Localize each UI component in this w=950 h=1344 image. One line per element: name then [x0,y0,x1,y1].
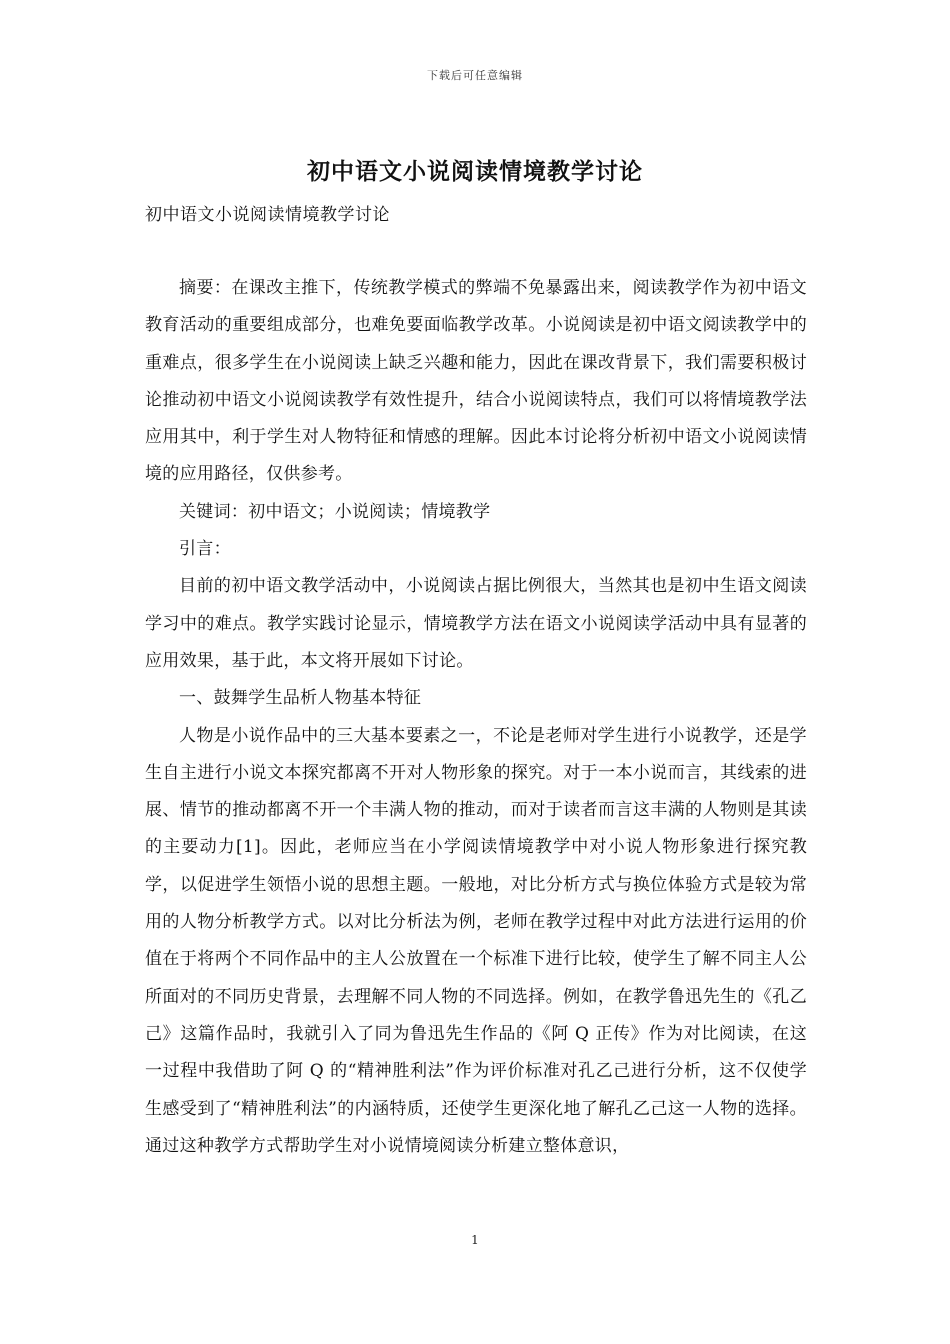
document-subtitle: 初中语文小说阅读情境教学讨论 [145,205,390,225]
page-number: 1 [471,1233,479,1247]
header-note: 下载后可任意编辑 [427,69,523,82]
section-heading-1: 一、鼓舞学生品析人物基本特征 [179,688,422,709]
keywords-paragraph: 关键词：初中语文；小说阅读；情境教学 [179,501,491,522]
document-body [145,270,807,1165]
introduction-paragraph: 目前的初中语文教学活动中，小说阅读占据比例很大，当然其也是初中生语文阅读学习中的难点。教学实践讨论显示，情境教学方法在语文小说阅读学活动中具有显著的应用效果，基于此，本文将开展如下讨论。 [145,576,807,671]
section-paragraph-1: 人物是小说作品中的三大基本要素之一，不论是老师对学生进行小说教学，还是学生自主进行小说文本探究都离不开对人物形象的探究。对于一本小说而言，其线索的进展、情节的推动都离不开一个丰满人物的推动，而对于读者而言这丰满的人物则是其读的主要动力[1]。因此，老师应当在小学阅读情境教学中对小说人物形象进行探究教学，以促进学生领悟小说的思想主题。一般地，对比分析方式与换位体验方式是较为常用的人物分析教学方式。以对比分析法为例，老师在教学过程中对此方法进行运用的价值在于将两个不同作品中的主人公放置在一个标准下进行比较，使学生了解不同主人公所面对的不同历史背景，去理解不同人物的不同选择。例如，在教学鲁迅先生的《孔乙己》这篇作品时，我就引入了同为鲁迅先生作品的《阿 Q 正传》作为对比阅读，在这一过程中我借助了阿 Q 的“精神胜利法”作为评价标准对孔乙己进行分析，这不仅使学生感受到了“精神胜利法”的内涵特质，还使学生更深化地了解孔乙己这一人物的选择。通过这种教学方式帮助学生对小说情境阅读分析建立整体意识， [145,725,807,1156]
document-title: 初中语文小说阅读情境教学讨论 [307,158,643,185]
abstract-paragraph: 摘要：在课改主推下，传统教学模式的弊端不免暴露出来，阅读教学作为初中语文教育活动的重要组成部分，也难免要面临教学改革。小说阅读是初中语文阅读教学中的重难点，很多学生在小说阅读上缺乏兴趣和能力，因此在课改背景下，我们需要积极讨论推动初中语文小说阅读教学有效性提升，结合小说阅读特点，我们可以将情境教学法应用其中，利于学生对人物特征和情感的理解。因此本讨论将分析初中语文小说阅读情境的应用路径，仅供参考。 [145,278,807,485]
introduction-heading: 引言： [179,539,231,560]
